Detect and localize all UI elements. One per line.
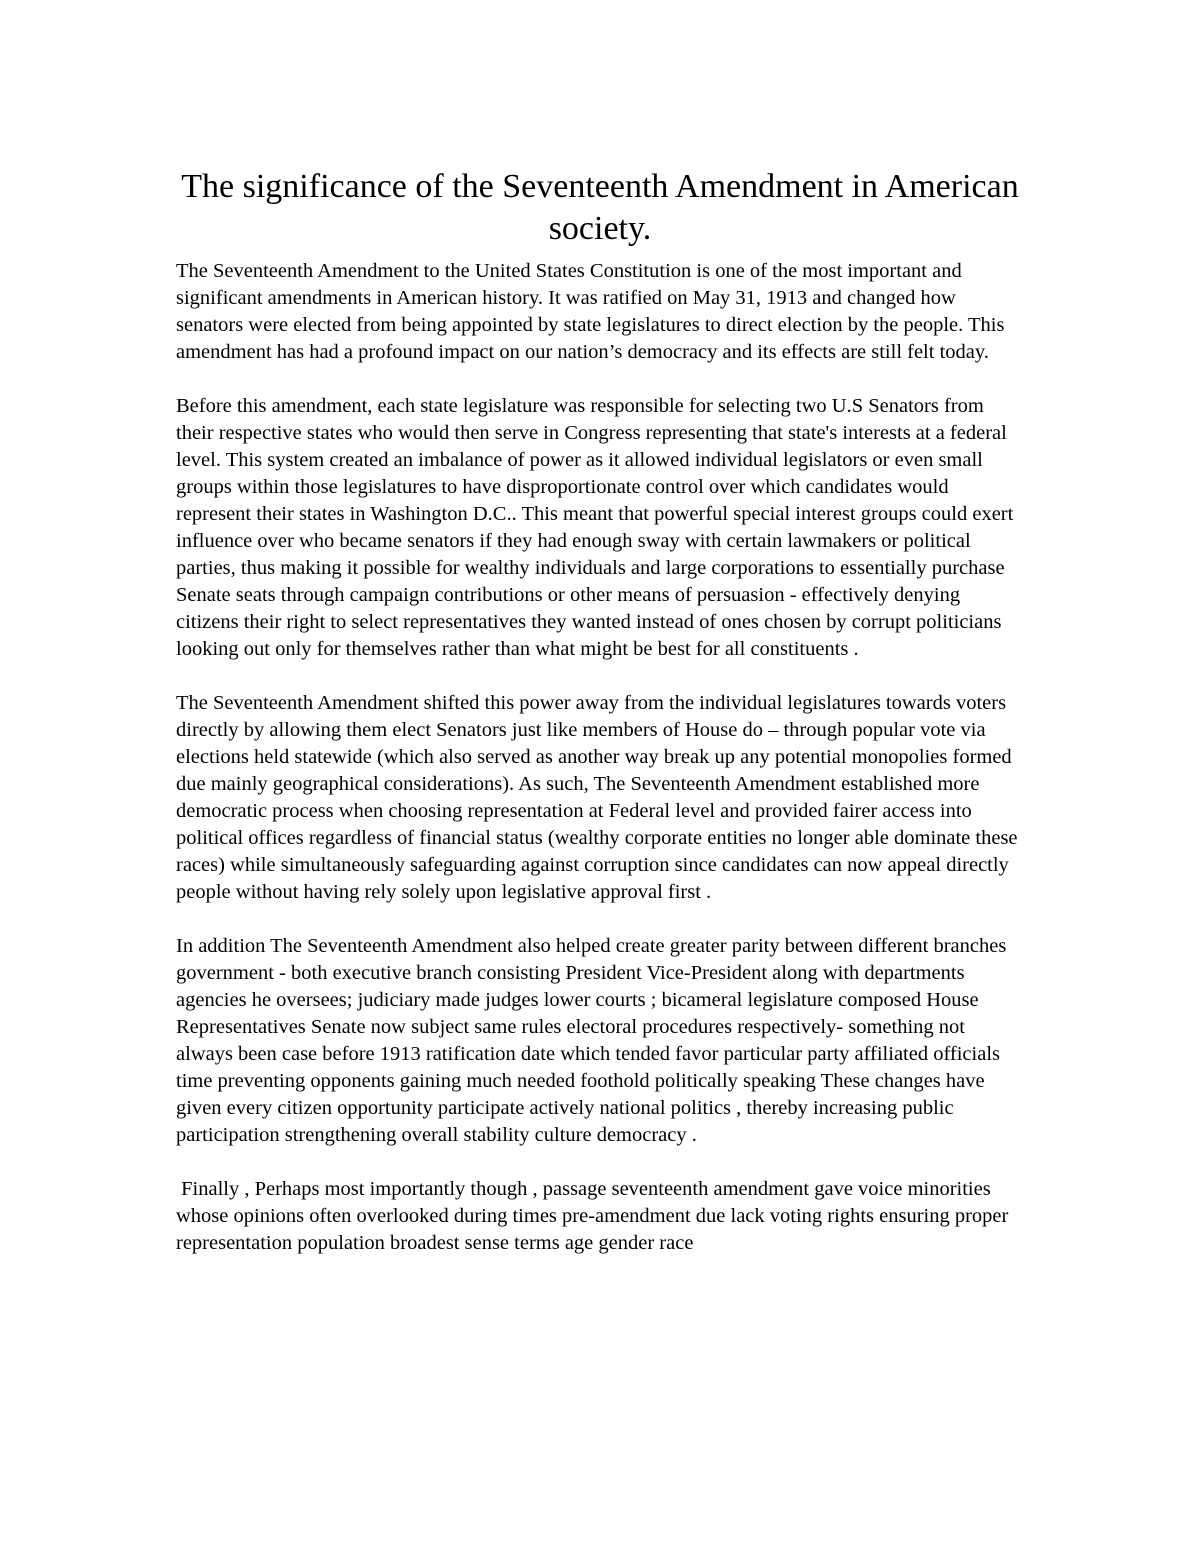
document-body [176,258,1026,1257]
paragraph-intro: The Seventeenth Amendment to the United States Constitution is one of the most important and significant amendments in American history. It was ratified on May 31, 1913 and changed how senators were elected from being appointed by state legislatures to direct election by the people. This amendment has had a profound impact on our nation’s democracy and its effects are still felt today. [176,260,1005,363]
paragraph-before-amendment: Before this amendment, each state legislature was responsible for selecting two U.S Senators from their respective states who would then serve in Congress representing that state's interests at a federal level. This system created an imbalance of power as it allowed individual legislators or even small groups within those legislatures to have disproportionate control over which candidates would represent their states in Washington D.C.. This meant that powerful special interest groups could exert influence over who became senators if they had enough sway with certain lawmakers or political parties, thus making it possible for wealthy individuals and large corporations to essentially purchase Senate seats through campaign contributions or other means of persuasion - effectively denying citizens their right to select representatives they wanted instead of ones chosen by corrupt politicians looking out only for themselves rather than what might be best for all constituents . [176,395,1014,660]
paragraph-parity: In addition The Seventeenth Amendment also helped create greater parity between different branches government - both executive branch consisting President Vice-President along with departments agencies he oversees; judiciary made judges lower courts ; bicameral legislature composed House Representatives Senate now subject same rules electoral procedures respectively- something not always been case before 1913 ratification date which tended favor particular party affiliated officials time preventing opponents gaining much needed foothold politically speaking These changes have given every citizen opportunity participate actively national politics , thereby increasing public participation strengthening overall stability culture democracy . [176,935,1007,1146]
paragraph-finally: Finally , Perhaps most importantly though , passage seventeenth amendment gave voice minorities whose opinions often overlooked during times pre-amendment due lack voting rights ensuring proper representation population broadest sense terms age gender race [176,1178,1014,1254]
paragraph-power-shift: The Seventeenth Amendment shifted this power away from the individual legislatures towards voters directly by allowing them elect Senators just like members of House do – through popular vote via elections held statewide (which also served as another way break up any potential monopolies formed due mainly geographical considerations). As such, The Seventeenth Amendment established more democratic process when choosing representation at Federal level and provided fairer access into political offices regardless of financial status (wealthy corporate entities no longer able dominate these races) while simultaneously safeguarding against corruption since candidates can now appeal directly people without having rely solely upon legislative approval first . [176,692,1018,903]
document-title: The significance of the Seventeenth Amendment in American society. [181,168,1019,247]
